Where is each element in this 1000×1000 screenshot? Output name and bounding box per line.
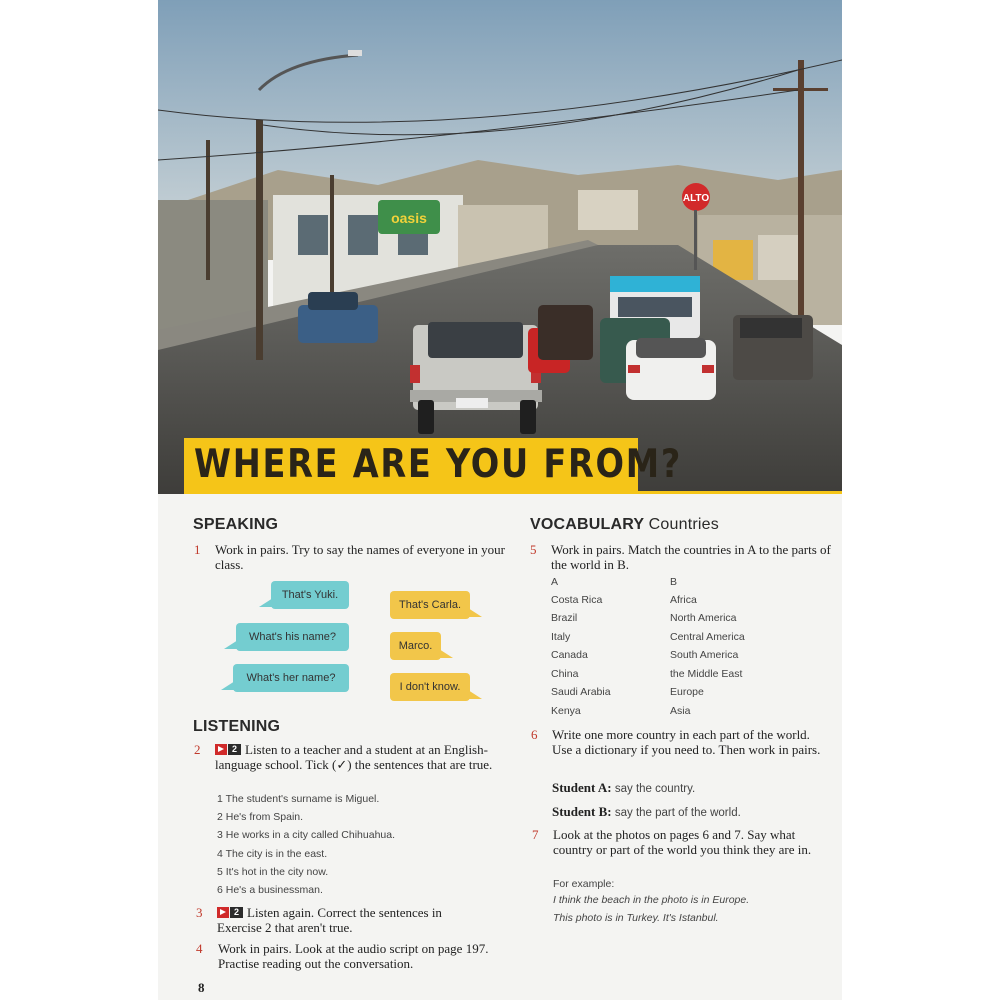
country-1: Costa Rica bbox=[551, 594, 603, 606]
listening-heading: LISTENING bbox=[193, 718, 281, 735]
region-5: the Middle East bbox=[670, 668, 743, 680]
sentence-4: 4 The city is in the east. bbox=[217, 848, 328, 860]
exercise-1-text: Work in pairs. Try to say the names of everyone in your class. bbox=[215, 542, 505, 572]
student-a-label: Student A: bbox=[552, 780, 612, 795]
region-3: Central America bbox=[670, 631, 745, 643]
street-scene-illustration bbox=[158, 0, 842, 494]
exercise-2-text: Listen to a teacher and a student at an English-language school. Tick (✓) the sentences that are true. bbox=[215, 742, 493, 772]
example-label: For example: bbox=[553, 878, 615, 890]
alto-sign: ALTO bbox=[682, 193, 710, 204]
speech-bubble-1: That's Yuki. bbox=[271, 581, 349, 609]
page-number: 8 bbox=[198, 980, 205, 995]
exercise-2-number: 2 bbox=[194, 742, 201, 757]
speech-bubble-4: That's Carla. bbox=[390, 591, 470, 619]
column-a-label: A bbox=[551, 576, 559, 588]
student-a-line bbox=[552, 780, 695, 797]
student-b-line bbox=[552, 804, 741, 821]
student-a-text: say the country. bbox=[614, 783, 696, 795]
region-4: South America bbox=[670, 649, 739, 661]
country-5: China bbox=[551, 668, 579, 680]
vocabulary-heading-main: VOCABULARY bbox=[530, 516, 645, 533]
exercise-5-text: Work in pairs. Match the countries in A to the parts of the world in B. bbox=[551, 542, 831, 572]
region-1: Africa bbox=[670, 594, 697, 606]
speech-bubble-3: What's her name? bbox=[233, 664, 349, 692]
exercise-4-text: Work in pairs. Look at the audio script on page 197. Practise reading out the conversation. bbox=[218, 941, 489, 971]
exercise-7-text: Look at the photos on pages 6 and 7. Say what country or part of the world you think they are in. bbox=[553, 827, 812, 857]
sentence-3: 3 He works in a city called Chihuahua. bbox=[217, 829, 396, 841]
oasis-sign: oasis bbox=[391, 210, 427, 226]
title-rule bbox=[638, 491, 842, 494]
exercise-6-number: 6 bbox=[531, 727, 538, 742]
page-title: WHERE ARE YOU FROM? bbox=[194, 442, 683, 487]
exercise-7-number: 7 bbox=[532, 827, 539, 842]
vocabulary-heading bbox=[530, 516, 719, 534]
exercise-4-number: 4 bbox=[196, 941, 203, 956]
region-6: Europe bbox=[670, 686, 704, 698]
student-b-label: Student B: bbox=[552, 804, 612, 819]
exercise-3-number: 3 bbox=[196, 905, 203, 920]
column-b-label: B bbox=[670, 576, 678, 588]
vocabulary-subheading: Countries bbox=[648, 516, 719, 533]
region-2: North America bbox=[670, 612, 737, 624]
sentence-6: 6 He's a businessman. bbox=[217, 884, 323, 896]
sentence-1: 1 The student's surname is Miguel. bbox=[217, 793, 380, 805]
textbook-page bbox=[158, 0, 842, 1000]
street-photo bbox=[158, 0, 842, 494]
exercise-3-text: Listen again. Correct the sentences in Exercise 2 that aren't true. bbox=[217, 905, 442, 935]
exercise-1-number: 1 bbox=[194, 542, 201, 557]
exercise-6-text: Write one more country in each part of the world. Use a dictionary if you need to. Then work in pairs. bbox=[552, 727, 821, 757]
country-3: Italy bbox=[551, 631, 571, 643]
country-2: Brazil bbox=[551, 612, 578, 624]
exercise-3 bbox=[217, 905, 487, 935]
speech-bubble-5: Marco. bbox=[390, 632, 441, 660]
country-4: Canada bbox=[551, 649, 588, 661]
exercise-5-number: 5 bbox=[530, 542, 537, 557]
sentence-2: 2 He's from Spain. bbox=[217, 811, 304, 823]
country-7: Kenya bbox=[551, 705, 581, 717]
audio-play-icon[interactable]: 2 bbox=[217, 907, 243, 918]
speech-bubble-6: I don't know. bbox=[390, 673, 470, 701]
audio-play-icon[interactable]: 2 bbox=[215, 744, 241, 755]
speaking-heading: SPEAKING bbox=[193, 516, 279, 533]
sentence-5: 5 It's hot in the city now. bbox=[217, 866, 329, 878]
region-7: Asia bbox=[670, 705, 691, 717]
speech-bubble-2: What's his name? bbox=[236, 623, 349, 651]
example-sentence-1: I think the beach in the photo is in Europe. bbox=[553, 894, 750, 906]
country-6: Saudi Arabia bbox=[551, 686, 611, 698]
title-banner bbox=[184, 438, 683, 494]
student-b-text: say the part of the world. bbox=[614, 807, 741, 819]
exercise-2 bbox=[215, 742, 515, 772]
example-sentence-2: This photo is in Turkey. It's Istanbul. bbox=[553, 912, 719, 924]
